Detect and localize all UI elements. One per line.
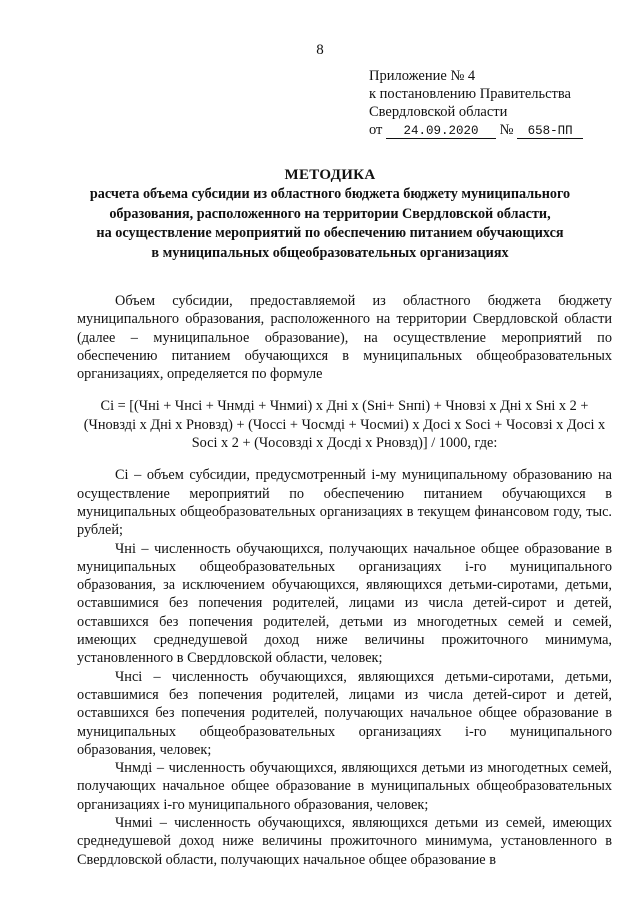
title-line-2: образования, расположенного на территории Свердловской области, xyxy=(109,205,551,222)
definition-chnmdi: Чнмдi – численность обучающихся, являющихся детьми из многодетных семей, получающих начальное общее образование в муниципальных общеобразовательных организациях i-го муниципального образования, человек; xyxy=(77,760,612,813)
appendix-date-number-row xyxy=(369,121,619,139)
document-title-block xyxy=(60,165,600,263)
number-label: № xyxy=(499,122,514,138)
appendix-header xyxy=(369,67,619,139)
document-body xyxy=(77,292,612,869)
definition-chni: Чнi – численность обучающихся, получающих начальное общее образование в муниципальных общеобразовательных организациях i-го муниципального образования, за исключением обучающихся, являющихся детьми-сиротами, детьми, оставшимися без попечения родителей, лицами из числа детей-сирот и детей, оставшихся без попечения родителей, детьми из многодетных семей и семей, имеющих среднедушевой доход ниже величины прожиточного минимума, установленного в Свердловской области, человек; xyxy=(77,540,612,667)
from-label: от xyxy=(369,122,383,138)
appendix-resolution-ref: к постановлению Правительства xyxy=(369,86,571,102)
appendix-title: Приложение № 4 xyxy=(369,68,476,84)
subsidy-formula: Ci = [(Чнi + Чнсi + Чнмдi + Чнмиi) x Днi x (Sнi+ Sнпi) + Чновзi x Днi x Sнi x 2 + (Чновздi x Днi x Рновзд) + (Чоссi + Чосмдi + Чосмиi) x Досi x Sосi + Чосовзi x Досi x Sосi x 2 + (Чосовздi x Досдi x Рновзд)] / 1000, где: xyxy=(83,398,606,452)
title-line-3: на осуществление мероприятий по обеспечению питанием обучающихся xyxy=(96,225,564,241)
intro-paragraph: Объем субсидии, предоставляемой из областного бюджета бюджету муниципального образования, расположенного на территории Свердловской области (далее – муниципальное образование), на осуществление мероприятий по обеспечению питанием обучающихся в муниципальных общеобразовательных организациях, определяется по формуле xyxy=(77,293,612,383)
document-title: МЕТОДИКА xyxy=(284,167,376,183)
title-line-1: расчета объема субсидии из областного бюджета бюджету муниципального xyxy=(89,186,571,202)
definition-chnsi: Чнсi – численность обучающихся, являющихся детьми-сиротами, детьми, оставшимися без попечения родителей, лицами из числа детей-сирот и детей, оставшихся без попечения родителей, получающих начальное общее образование в муниципальных общеобразовательных организациях i-го муниципального образования, человек; xyxy=(77,668,612,758)
definition-ci: Ci – объем субсидии, предусмотренный i-му муниципальному образованию на осуществление мероприятий по обеспечению питанием обучающихся в муниципальных общеобразовательных организациях в текущем финансовом году, тыс. рублей; xyxy=(77,467,612,539)
appendix-region: Свердловской области xyxy=(369,104,508,120)
definition-chnmii: Чнмиi – численность обучающихся, являющихся детьми из семей, имеющих среднедушевой доход ниже величины прожиточного минимума, установленного в Свердловской области, получающих начальное общее образование в xyxy=(77,815,612,868)
title-line-4: в муниципальных общеобразовательных организациях xyxy=(151,244,509,261)
resolution-date: 24.09.2020 xyxy=(386,124,496,139)
resolution-number: 658-ПП xyxy=(517,124,583,139)
page-number: 8 xyxy=(316,42,324,58)
